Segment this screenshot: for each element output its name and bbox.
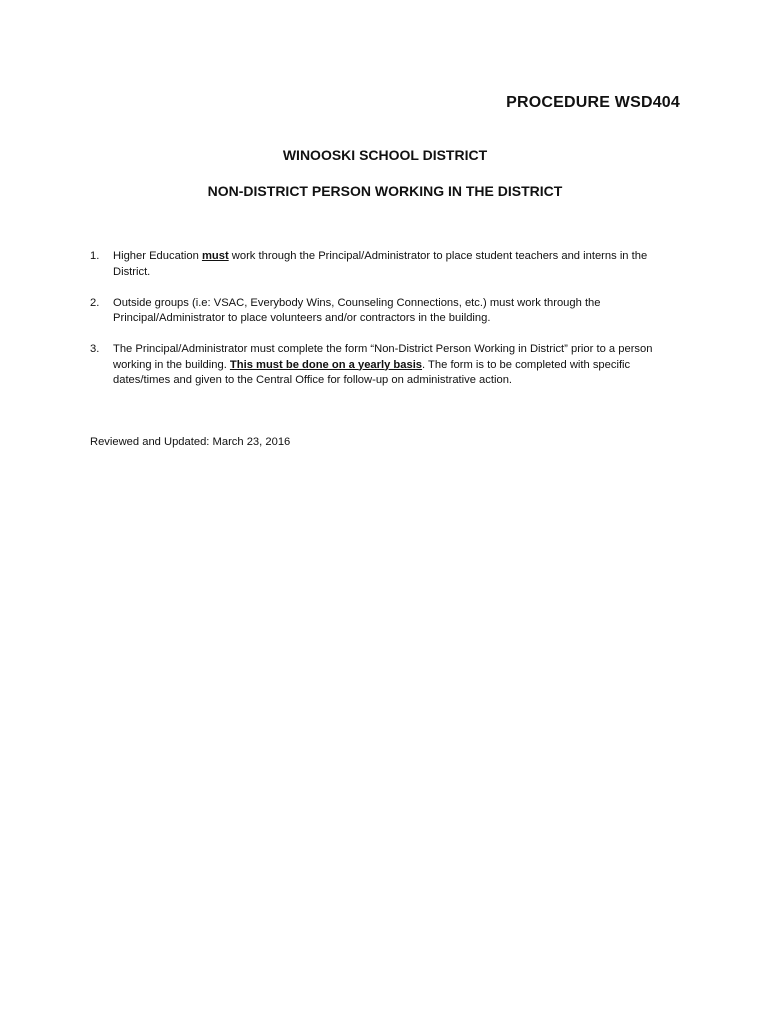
list-item xyxy=(90,249,685,280)
item-text: Higher Education xyxy=(113,250,202,262)
item-text: . The form is to be completed with specific dates/times and given to the Central Office for follow-up on administrative action. xyxy=(113,358,631,386)
document-title: NON-DISTRICT PERSON WORKING IN THE DISTRICT xyxy=(207,183,563,199)
item-text: Outside groups (i.e: VSAC, Everybody Wins, Counseling Connections, etc.) must work through the Principal/Administrator to place volunteers and/or contractors in the building. xyxy=(113,296,601,324)
item-number: 2. xyxy=(90,296,100,309)
list-item xyxy=(90,296,685,327)
item-number: 3. xyxy=(90,343,100,355)
item-emphasis: must xyxy=(201,250,229,262)
list-item xyxy=(90,342,685,389)
item-emphasis: This must be done on a yearly basis xyxy=(229,358,423,371)
item-number: 1. xyxy=(90,250,100,262)
item-text: work through the Principal/Administrator to place student teachers and interns in the District. xyxy=(113,250,648,278)
item-text: The Principal/Administrator must complete the form “Non-District Person Working in District” prior to a person working in the building. xyxy=(113,343,653,371)
reviewed-date: Reviewed and Updated: March 23, 2016 xyxy=(90,436,291,448)
district-name: WINOOSKI SCHOOL DISTRICT xyxy=(282,147,488,163)
procedure-list xyxy=(90,249,685,404)
procedure-number: PROCEDURE WSD404 xyxy=(506,94,680,111)
